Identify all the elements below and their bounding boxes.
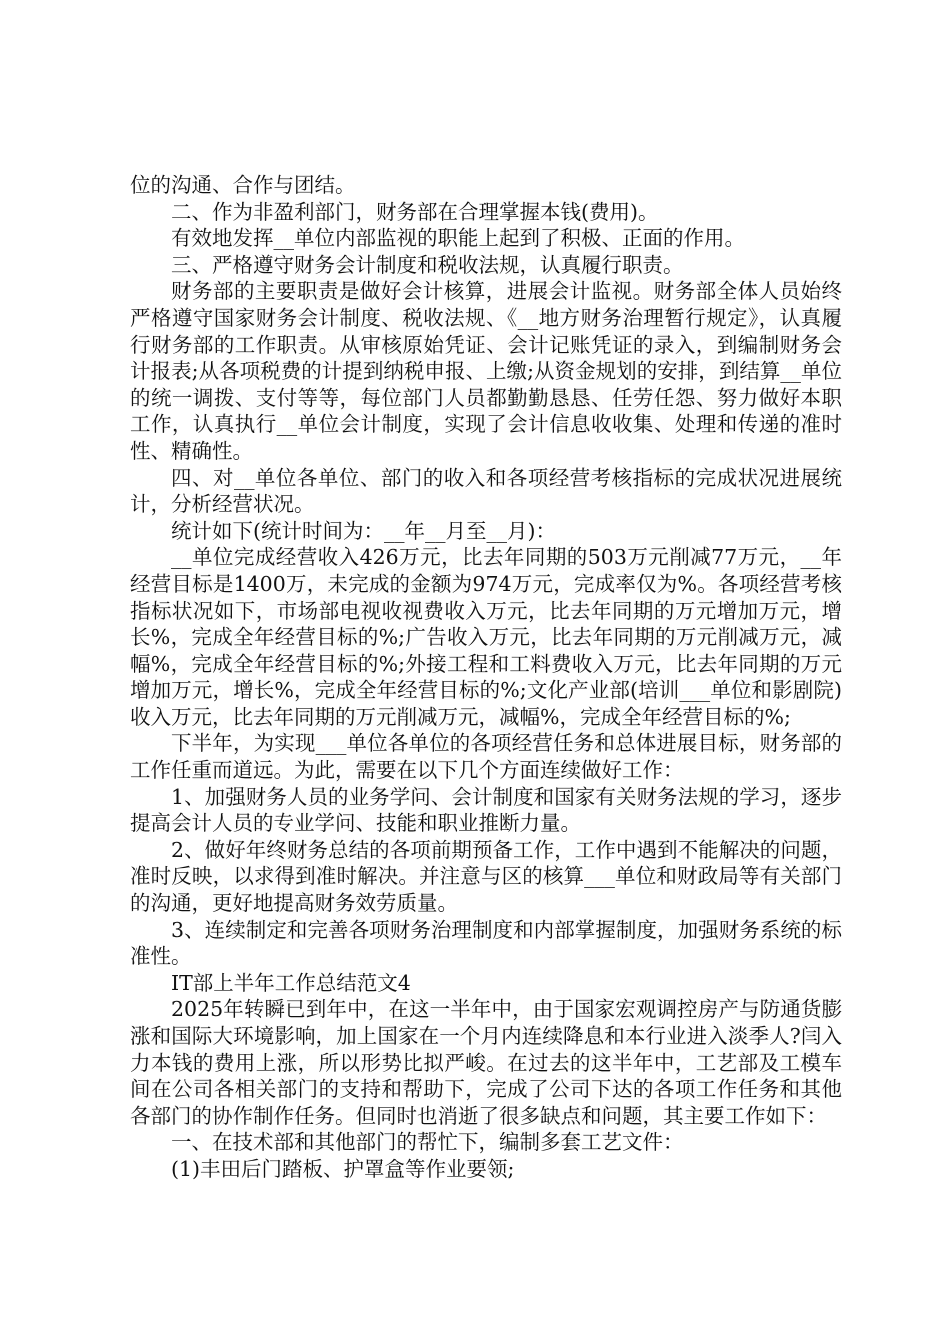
paragraph: 2025年转瞬已到年中，在这一半年中，由于国家宏观调控房产与防通货膨涨和国际大环境影响，加上国家在一个月内连续降息和本行业进入淡季人?闫入力本钱的费用上涨，所以形势比拟严峻。在过去的这半年中，工艺部及工模车间在公司各相关部门的支持和帮助下，完成了公司下达的各项工作任务和其他各部门的协作制作任务。但同时也消逝了很多缺点和问题，其主要工作如下： xyxy=(130,997,842,1128)
paragraph: 下半年，为实现___单位各单位的各项经营任务和总体进展目标，财务部的工作任重而道远。为此，需要在以下几个方面连续做好工作： xyxy=(130,731,842,783)
paragraph: 位的沟通、合作与团结。 xyxy=(130,173,356,197)
paragraph: 有效地发挥__单位内部监视的职能上起到了积极、正面的作用。 xyxy=(171,226,745,251)
paragraph: 财务部的主要职责是做好会计核算，进展会计监视。财务部全体人员始终严格遵守国家财务会计制度、税收法规、《__地方财务治理暂行规定》，认真履行财务部的工作职责。从审核原始凭证、会计记账凭证的录入，到编制财务会计报表;从各项税费的计提到纳税申报、上缴;从资金规划的安排，到结算__单位的统一调拨、支付等等，每位部门人员都勤勤恳恳、任劳任怨、努力做好本职工作，认真执行__单位会计制度，实现了会计信息收收集、处理和传递的准时性、精确性。 xyxy=(130,279,842,463)
document-body xyxy=(130,172,842,1183)
paragraph: 2、做好年终财务总结的各项前期预备工作，工作中遇到不能解决的问题，准时反映，以求得到准时解决。并注意与区的核算___单位和财政局等有关部门的沟通，更好地提高财务效劳质量。 xyxy=(130,837,842,916)
section-heading: IT部上半年工作总结范文4 xyxy=(171,970,411,995)
paragraph: 三、严格遵守财务会计制度和税收法规，认真履行职责。 xyxy=(171,252,684,277)
paragraph: 二、作为非盈利部门，财务部在合理掌握本钱(费用)。 xyxy=(171,199,659,224)
paragraph: 一、在技术部和其他部门的帮忙下，编制多套工艺文件： xyxy=(171,1130,684,1155)
paragraph: __单位完成经营收入426万元，比去年同期的503万元削减77万元，__年经营目标是1400万，未完成的金额为974万元，完成率仅为%。各项经营考核指标状况如下，市场部电视收视费收入万元，比去年同期的万元增加万元，增长%，完成全年经营目标的%;广告收入万元，比去年同期的万元削减万元，减幅%，完成全年经营目标的%;外接工程和工料费收入万元，比去年同期的万元增加万元，增长%，完成全年经营目标的%;文化产业部(培训___单位和影剧院)收入万元，比去年同期的万元削减万元，减幅%，完成全年经营目标的%; xyxy=(130,545,842,729)
paragraph: 四、对__单位各单位、部门的收入和各项经营考核指标的完成状况进展统计，分析经营状况。 xyxy=(130,465,842,517)
paragraph: (1)丰田后门踏板、护罩盒等作业要领; xyxy=(171,1156,515,1181)
paragraph: 3、连续制定和完善各项财务治理制度和内部掌握制度，加强财务系统的标准性。 xyxy=(130,917,842,969)
paragraph: 1、加强财务人员的业务学问、会计制度和国家有关财务法规的学习，逐步提高会计人员的专业学问、技能和职业推断力量。 xyxy=(130,784,842,836)
paragraph: 统计如下(统计时间为：__年__月至__月)： xyxy=(171,518,556,543)
